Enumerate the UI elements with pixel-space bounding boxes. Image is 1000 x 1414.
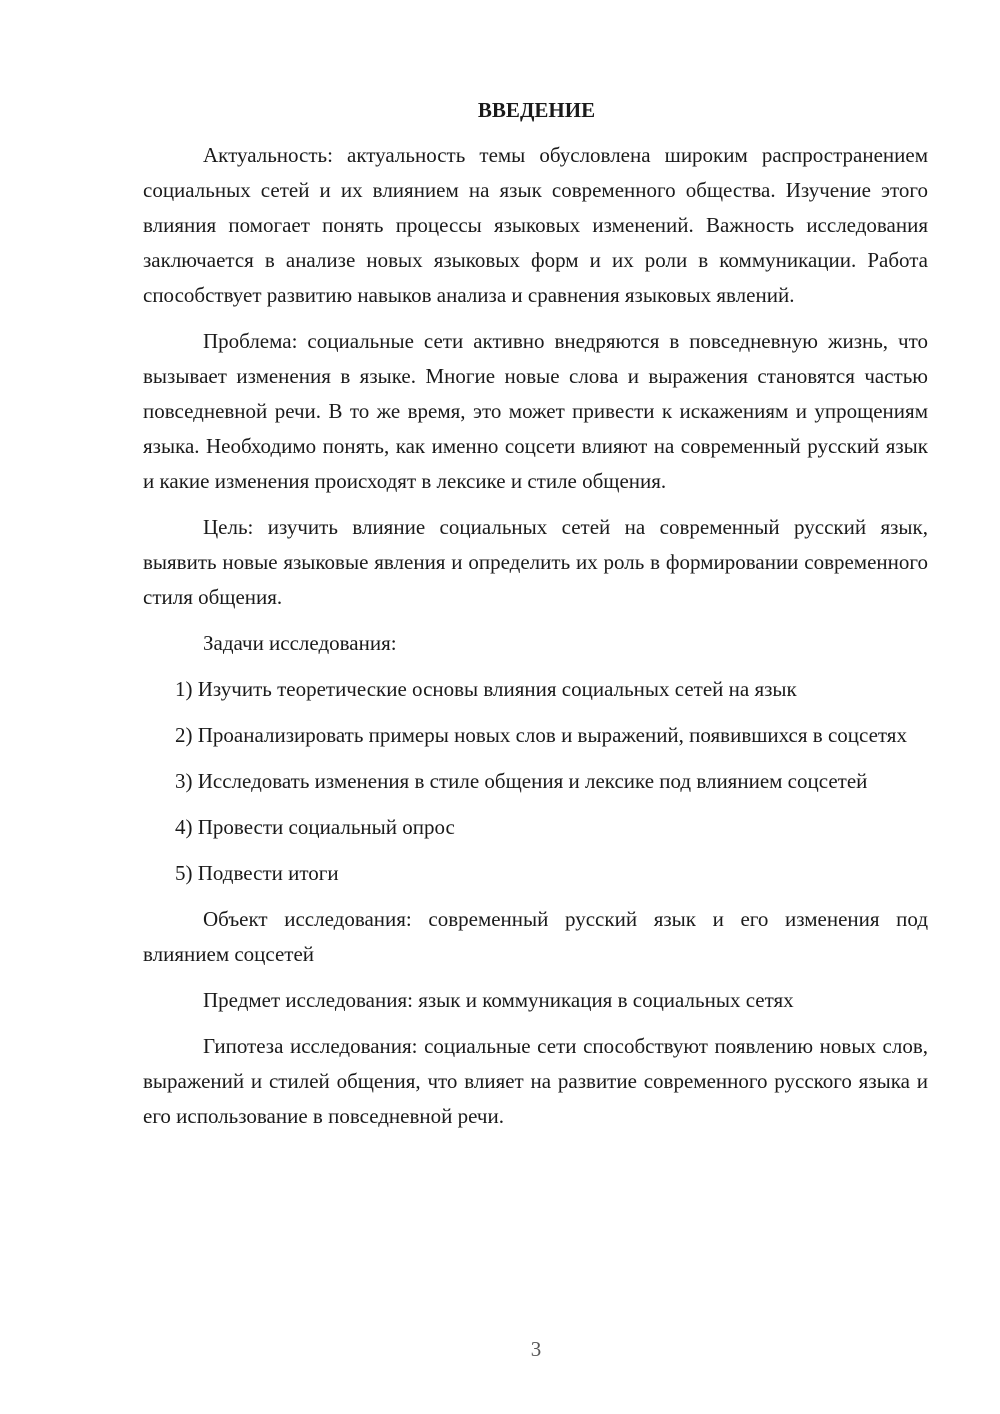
paragraph-tasks-heading: Задачи исследования: <box>203 631 397 655</box>
task-item-4: 4) Провести социальный опрос <box>175 815 455 839</box>
document-page <box>143 95 928 1145</box>
task-item-2: 2) Проанализировать примеры новых слов и выражений, появившихся в соцсетях <box>175 723 907 747</box>
paragraph-goal: Цель: изучить влияние социальных сетей на современный русский язык, выявить новые языковые явления и определить их роль в формировании современного стиля общения. <box>143 515 928 609</box>
paragraph-relevance: Актуальность: актуальность темы обусловлена широким распространением социальных сетей и их влиянием на язык современного общества. Изучение этого влияния помогает понять процессы языковых изменений. Важность исследования заключается в анализе новых языковых форм и их роли в коммуникации. Работа способствует развитию навыков анализа и сравнения языковых явлений. <box>143 143 928 307</box>
paragraph-problem: Проблема: социальные сети активно внедряются в повседневную жизнь, что вызывает изменения в языке. Многие новые слова и выражения становятся частью повседневной речи. В то же время, это может привести к искажениям и упрощениям языка. Необходимо понять, как именно соцсети влияют на современный русский язык и какие изменения происходят в лексике и стиле общения. <box>143 329 928 493</box>
paragraph-hypothesis: Гипотеза исследования: социальные сети способствуют появлению новых слов, выражений и стилей общения, что влияет на развитие современного русского языка и его использование в повседневной речи. <box>143 1034 928 1128</box>
paragraph-object: Объект исследования: современный русский язык и его изменения под влиянием соцсетей <box>143 907 928 966</box>
task-item-3: 3) Исследовать изменения в стиле общения и лексике под влиянием соцсетей <box>175 769 868 793</box>
section-title: ВВЕДЕНИЕ <box>477 98 596 122</box>
paragraph-subject: Предмет исследования: язык и коммуникация в социальных сетях <box>203 988 794 1012</box>
page-number: 3 <box>530 1337 542 1361</box>
task-item-1: 1) Изучить теоретические основы влияния социальных сетей на язык <box>175 677 797 701</box>
task-item-5: 5) Подвести итоги <box>175 861 339 885</box>
